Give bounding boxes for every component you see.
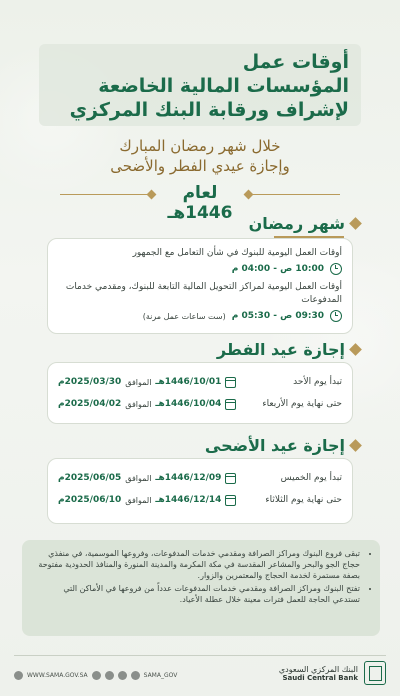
holiday-dates — [58, 495, 236, 506]
notes-list — [34, 548, 368, 605]
calendar-icon — [225, 377, 236, 388]
brand — [279, 661, 386, 685]
web-icon[interactable] — [14, 671, 23, 680]
holiday-dates — [58, 399, 236, 410]
hijri-date: 1446/10/04هـ — [155, 399, 222, 409]
holiday-dates — [58, 377, 236, 388]
title-line-2: المؤسسات المالية الخاضعة — [98, 75, 349, 97]
section-heading-adha — [205, 436, 360, 455]
footer-links — [14, 671, 177, 680]
calendar-icon — [225, 399, 236, 410]
diamond-icon — [349, 343, 362, 356]
clock-icon — [330, 310, 342, 322]
holiday-row — [58, 467, 342, 489]
brand-name-ar: البنك المركزي السعودي — [278, 664, 358, 674]
diamond-icon — [349, 439, 362, 452]
diamond-icon — [349, 217, 362, 230]
adha-card — [47, 458, 353, 524]
holiday-row — [58, 393, 342, 415]
sama-logo-icon — [364, 661, 386, 685]
note-item: • تبقى فروع البنوك ومراكز الصرافة ومقدمي خدمات المدفوعات، وفروعها الموسمية، في منفذي حجاج الجو والبحر والمشاعر المقدسة في مكة المكرمة والمدينة المنورة والمنافذ الحدودية مفتوحة بصفة مستمرة لخدمة الحجاج والمعتمرين والزوار. — [34, 548, 360, 581]
calendar-icon — [225, 473, 236, 484]
footer — [0, 655, 400, 696]
brand-name-en: Saudi Central Bank — [282, 673, 358, 682]
notes-box — [22, 540, 380, 636]
title-line-1: أوقات عمل — [242, 51, 349, 73]
subtitle — [30, 136, 370, 176]
date-connector: الموافق — [125, 399, 152, 409]
date-connector: الموافق — [125, 495, 152, 505]
gregorian-date: 2025/06/05م — [58, 473, 122, 483]
year-label: لعام 1446هـ — [167, 183, 233, 223]
section-heading-ramadan — [249, 214, 360, 233]
hours-value: 10:00 ص - 04:00 م — [231, 264, 324, 274]
holiday-row — [58, 489, 342, 511]
hours-description: أوقات العمل اليومية للبنوك في شأن التعامل مع الجمهور — [132, 248, 342, 258]
holiday-dates — [58, 473, 236, 484]
section-title: إجازة عيد الفطر — [216, 340, 345, 359]
subtitle-line-1: خلال شهر رمضان المبارك — [119, 137, 281, 155]
hijri-date: 1446/12/14هـ — [155, 495, 222, 505]
hijri-date: 1446/10/01هـ — [155, 377, 222, 387]
subtitle-line-2: وإجازة عيدي الفطر والأضحى — [110, 157, 290, 175]
holiday-day: تبدأ يوم الأحد — [293, 377, 342, 387]
gregorian-date: 2025/04/02م — [58, 399, 122, 409]
holiday-row — [58, 371, 342, 393]
linkedin-icon[interactable] — [92, 671, 101, 680]
fitr-card — [47, 362, 353, 424]
calendar-icon — [225, 495, 236, 506]
date-connector: الموافق — [125, 473, 152, 483]
section-title: شهر رمضان — [248, 214, 345, 233]
title-line-3: لإشراف ورقابة البنك المركزي — [69, 99, 349, 121]
hours-row — [58, 263, 342, 275]
hijri-date: 1446/12/09هـ — [155, 473, 222, 483]
social-handle[interactable]: SAMA_GOV — [143, 672, 178, 679]
youtube-icon[interactable] — [118, 671, 127, 680]
hours-row — [58, 310, 342, 322]
ramadan-card — [47, 238, 353, 334]
year-divider — [30, 183, 370, 223]
date-connector: الموافق — [125, 377, 152, 387]
hours-description: أوقات العمل اليومية لمراكز التحويل المالية التابعة للبنوك، ومقدمي خدمات المدفوعات — [65, 282, 342, 305]
section-heading-fitr — [217, 340, 360, 359]
holiday-day: حتى نهاية يوم الأربعاء — [262, 399, 342, 409]
divider-rule — [250, 194, 340, 195]
website-link[interactable]: WWW.SAMA.GOV.SA — [27, 672, 88, 679]
instagram-icon[interactable] — [131, 671, 140, 680]
title-box — [39, 44, 361, 126]
note-item: • تفتح البنوك ومراكز الصرافة ومقدمي خدمات المدفوعات عدداً من فروعها في الأماكن التي تستدعي الحاجة للعمل فترات معينة خلال عطلة الأعياد. — [34, 583, 360, 605]
section-title: إجازة عيد الأضحى — [204, 436, 345, 455]
hours-note: (ست ساعات عمل مرنة) — [142, 311, 226, 321]
holiday-day: تبدأ يوم الخميس — [280, 473, 342, 483]
x-icon[interactable] — [105, 671, 114, 680]
gregorian-date: 2025/03/30م — [58, 377, 122, 387]
gregorian-date: 2025/06/10م — [58, 495, 122, 505]
holiday-day: حتى نهاية يوم الثلاثاء — [265, 495, 342, 505]
brand-names — [279, 665, 358, 682]
divider-rule — [60, 194, 150, 195]
footer-separator — [14, 655, 386, 656]
hours-value: 09:30 ص - 05:30 م — [231, 311, 324, 321]
clock-icon — [330, 263, 342, 275]
